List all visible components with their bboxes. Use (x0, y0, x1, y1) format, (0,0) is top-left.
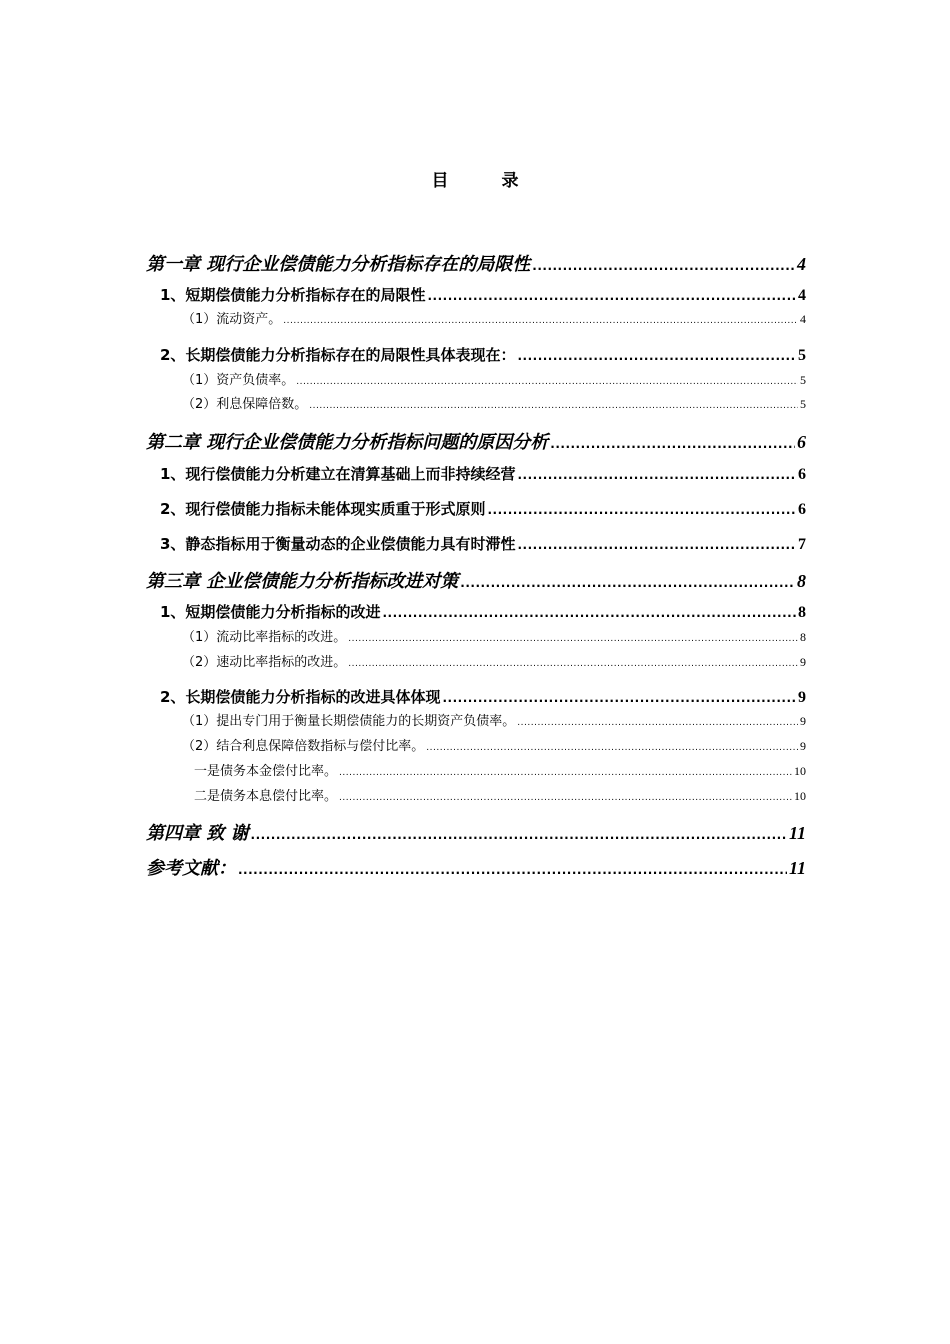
toc-page-number: 4 (798, 287, 806, 304)
toc-page-number: 5 (798, 347, 806, 364)
toc-entry[interactable] (146, 567, 806, 593)
toc-entry-label: （1）提出专门用于衡量长期偿债能力的长期资产负债率。 (182, 714, 516, 729)
toc-entry-label: 1、短期偿债能力分析指标存在的局限性 (160, 286, 426, 304)
toc-leader-dots (296, 377, 798, 387)
toc-entry-label: 2、长期偿债能力分析指标的改进具体体现 (160, 688, 441, 706)
toc-leader-dots (550, 437, 795, 451)
toc-entry[interactable] (146, 854, 806, 880)
toc-entry-label: 2、现行偿债能力指标未能体现实质重于形式原则 (160, 500, 486, 518)
toc-entry[interactable] (182, 393, 806, 412)
toc-entry-label: 第二章 现行企业偿债能力分析指标问题的原因分析 (146, 432, 549, 453)
toc-entry-label: （1）资产负债率。 (182, 373, 295, 388)
toc-entry-label: （2）结合利息保障倍数指标与偿付比率。 (182, 739, 425, 754)
toc-leader-dots (517, 468, 796, 482)
toc-entry-label: 1、现行偿债能力分析建立在清算基础上而非持续经营 (160, 465, 516, 483)
toc-entry[interactable] (146, 819, 806, 845)
toc-entry[interactable] (146, 428, 806, 454)
toc-leader-dots (238, 863, 787, 877)
toc-entry[interactable] (146, 250, 806, 276)
toc-entry-label: （2）速动比率指标的改进。 (182, 655, 347, 670)
toc-leader-dots (339, 768, 792, 778)
toc-leader-dots (339, 793, 792, 803)
toc-leader-dots (442, 691, 796, 705)
toc-page-number: 11 (788, 823, 806, 843)
toc-entry[interactable] (194, 760, 806, 779)
toc-leader-dots (517, 349, 796, 363)
toc-leader-dots (532, 259, 795, 273)
toc-page-number: 9 (800, 714, 806, 728)
toc-entry[interactable] (160, 463, 806, 484)
toc-entry-label: （2）利息保障倍数。 (182, 397, 308, 412)
toc-leader-dots (487, 503, 796, 517)
toc-entry[interactable] (182, 308, 806, 327)
toc-leader-dots (283, 316, 798, 326)
toc-entry[interactable] (160, 498, 806, 519)
toc-page-number: 6 (798, 466, 806, 483)
toc-entry[interactable] (160, 344, 806, 365)
toc-entry[interactable] (182, 735, 806, 754)
toc-page-number: 11 (788, 858, 806, 878)
toc-entry-label: 2、长期偿债能力分析指标存在的局限性具体表现在： (160, 346, 516, 364)
toc-entry-label: 3、静态指标用于衡量动态的企业偿债能力具有时滞性 (160, 535, 516, 553)
toc-leader-dots (348, 659, 798, 669)
toc-page-number: 9 (798, 689, 806, 706)
toc-leader-dots (251, 828, 787, 842)
toc-entry[interactable] (182, 369, 806, 388)
toc-entry[interactable] (160, 686, 806, 707)
toc-page-number: 8 (798, 604, 806, 621)
toc-entry-label: （1）流动比率指标的改进。 (182, 630, 347, 645)
toc-entry-label: （1）流动资产。 (182, 312, 282, 327)
toc-entry-label: 一是债务本金偿付比率。 (194, 764, 338, 779)
toc-page-number: 4 (800, 312, 806, 326)
toc-page-number: 4 (797, 254, 806, 274)
toc-page-number: 10 (794, 764, 806, 778)
toc-leader-dots (427, 289, 796, 303)
toc-page-number: 10 (794, 789, 806, 803)
toc-page-number: 5 (800, 373, 806, 387)
toc-leader-dots (517, 718, 798, 728)
toc-leader-dots (309, 401, 798, 411)
toc-entry[interactable] (182, 626, 806, 645)
toc-leader-dots (426, 743, 798, 753)
toc-entry-label: 第一章 现行企业偿债能力分析指标存在的局限性 (146, 254, 531, 275)
toc-entry-label: 第四章 致 谢 (146, 823, 249, 844)
toc-entry[interactable] (182, 651, 806, 670)
toc-leader-dots (382, 606, 796, 620)
toc-page-number: 7 (798, 536, 806, 553)
toc-page-number: 5 (800, 397, 806, 411)
toc-entry-label: 参考文献： (146, 858, 236, 879)
toc-entry[interactable] (160, 601, 806, 622)
toc-entry-label: 二是债务本息偿付比率。 (194, 789, 338, 804)
toc-entry[interactable] (160, 284, 806, 305)
toc-title: 目 录 (431, 171, 537, 191)
toc-entry-label: 第三章 企业偿债能力分析指标改进对策 (146, 571, 459, 592)
toc-entry-label: 1、短期偿债能力分析指标的改进 (160, 603, 381, 621)
toc-page-number: 8 (797, 571, 806, 591)
toc-page-number: 9 (800, 739, 806, 753)
toc-page-number: 9 (800, 655, 806, 669)
toc-leader-dots (460, 576, 795, 590)
toc-page-number: 6 (797, 432, 806, 452)
toc-leader-dots (348, 634, 798, 644)
toc-leader-dots (517, 538, 796, 552)
toc-page-number: 6 (798, 501, 806, 518)
toc-page-number: 8 (800, 630, 806, 644)
toc-entry[interactable] (182, 710, 806, 729)
toc-entry[interactable] (160, 533, 806, 554)
toc-entry[interactable] (194, 785, 806, 804)
